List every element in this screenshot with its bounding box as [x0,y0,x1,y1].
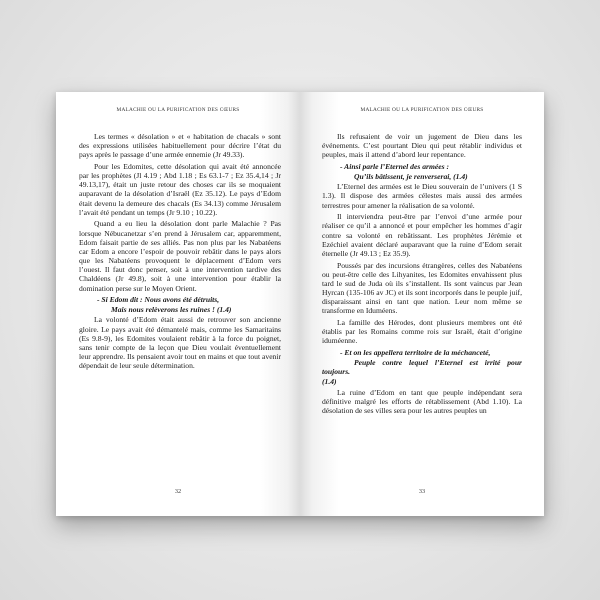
right-page [300,92,544,516]
right-running-header: MALACHIE OU LA PURIFICATION DES CŒURS [360,107,484,113]
left-heading-line-2: Mais nous relèverons les ruines ! (1.4) [111,305,232,315]
right-heading1-line-2: Qu’ils bâtissent, je renverserai, (1.4) [354,172,468,182]
left-paragraph: Quand a eu lieu la désolation dont parle Malachie ? Pas lorsque Nébucanetzar s’en prend à Jérusalem car, apparemment, Edom faisait partie de ses alliés. Pas non plus par les Nabatéens car Edom a encore l’espoir de pouvoir rebâtir dans le pays alors que les Nabatéens provoquent le déplacement d’Edom vers l’ouest. Il faut donc penser, soit à une intervention tardive des Chaldéens (Jr 49.8), soit à une intervention pour établir la domination perse sur le Moyen Orient. [79,219,281,293]
right-heading2-line-1: - Et on les appellera territoire de la méchanceté, [340,347,491,357]
right-intro-paragraph: Ils refusaient de voir un jugement de Dieu dans les événements. C’est pourtant Dieu qui peut rétablir individus et peuples, mais il attend d’abord leur repentance. [322,132,522,160]
right-paragraph: La famille des Hérodes, dont plusieurs membres ont été établis par les Romains comme rois sur Israël, était d’origine iduméenne. [322,317,522,346]
right-closing-paragraph: La ruine d’Edom en tant que peuple indépendant sera définitive malgré les efforts de rétablissement (Abd 1.10). La désolation de ses villes sera pour les autres peuples un [322,387,522,415]
left-paragraph: Les termes « désolation » et « habitation de chacals » sont des expressions utilisées habituellement pour décrire l’état du pays après le passage d’une armée ennemie (Jr 49.33). [79,132,281,160]
left-page [56,92,300,516]
right-heading2-line-3: (1.4) [322,377,337,387]
open-book [56,92,544,516]
left-paragraph: Pour les Edomites, cette désolation qui avait été annoncée par les prophètes (Jl 4.19 ; Abd 1.18 ; Es 63.1-7 ; Ez 35.4,14 ; Jr 49.13,17), était un juste retour des choses car ils se moquaient auparavant de la désolation d’Israël (Ez 35.12). Le pays d’Edom était devenu la demeure des chacals (Es 34.13) comme Jérusalem l’avait été pendant un temps (Jr 9.10 ; 10.22). [79,161,281,217]
left-heading-line-1: - Si Edom dit : Nous avons été détruits, [97,295,220,305]
right-paragraph: Poussés par des incursions étrangères, celles des Nabatéens ou peut-être celle des Lihyanites, les Edomites envahissent plus tard le sud de Juda où ils s’installent. Ils sont vaincus par Jean Hyrcan (135-106 av JC) et ils sont incorporés dans le peuple juif, disparaissant ainsi en tant que nation. Leur nom même se transforme en Iduméens. [322,260,522,316]
left-paragraph: La volonté d’Edom était aussi de retrouver son ancienne gloire. Le pays avait été démantelé mais, comme les Samaritains (Es 9.8-9), les Edomites voulaient rebâtir à la force du poignet, sans tenir compte de la leçon que Dieu voulait éventuellement leur apprendre. Ils pensaient avoir tout en mains et que tout avenir dépendait de leur seule détermination. [79,315,281,371]
left-body-text [79,132,281,373]
right-paragraph: L’Eternel des armées est le Dieu souverain de l’univers (1 S 1.3). Il dispose des armées célestes mais aussi des armées terrestres pour amener la réalisation de sa volonté. [322,182,522,210]
left-page-number: 32 [174,488,182,495]
left-running-header: MALACHIE OU LA PURIFICATION DES CŒURS [116,107,240,113]
right-page-number: 33 [418,488,426,495]
right-paragraph: Il interviendra peut-être par l’envoi d’une armée pour réaliser ce qu’il a annoncé et pour empêcher les hommes d’agir contre sa volonté en rebâtissant. Les prophètes Jérémie et Ezéchiel avaient déclaré auparavant que la ruine d’Edom serait éternelle (Jr 49.13 ; Ez 35.9). [322,212,522,258]
right-body-text [322,132,522,418]
right-heading2-line-2: Peuple contre lequel l’Eternel est irrité pour toujours. [322,358,522,377]
right-heading1-line-1: - Ainsi parle l’Eternel des armées : [340,161,449,171]
